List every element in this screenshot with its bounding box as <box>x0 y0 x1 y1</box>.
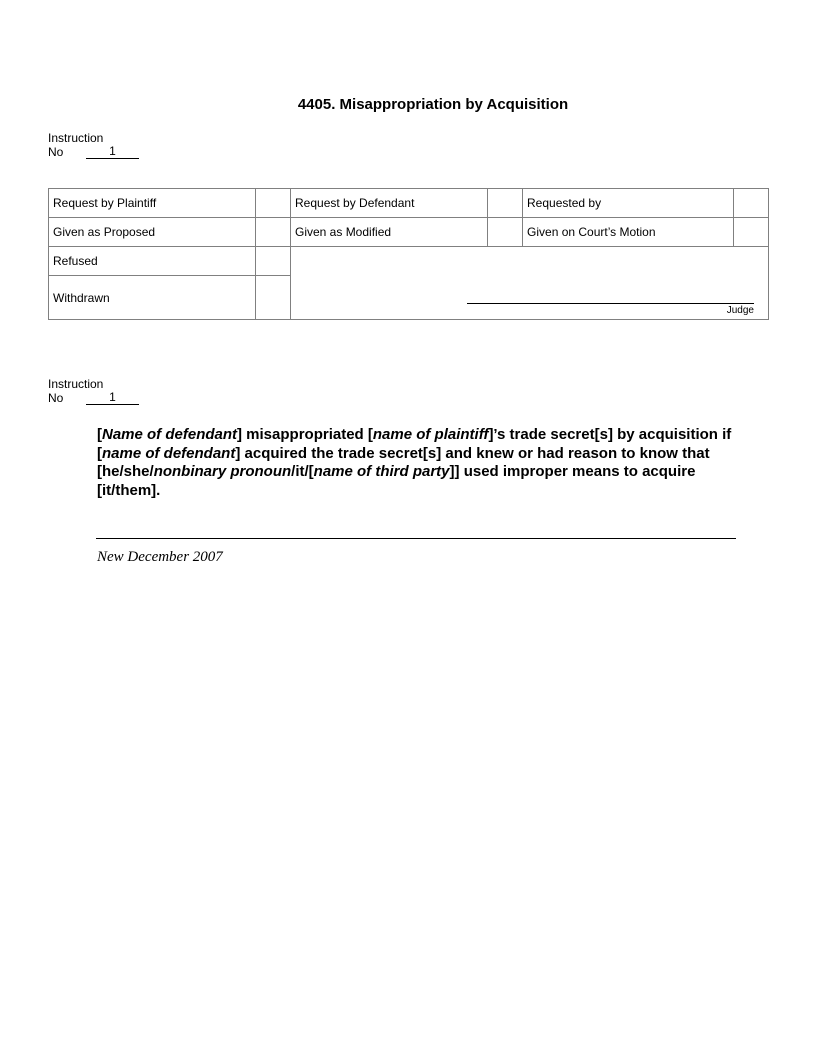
text-segment: ]’s trade secret[s] by acquisition if [ <box>97 426 732 462</box>
refused-label: Refused <box>49 247 256 276</box>
instruction-text <box>97 426 737 500</box>
given-as-modified-box[interactable] <box>488 218 523 247</box>
request-by-plaintiff-label: Request by Plaintiff <box>49 189 256 218</box>
placeholder-nonbinary-pronoun: nonbinary pronoun <box>153 463 292 481</box>
requested-by-label: Requested by <box>523 189 734 218</box>
no-label: No <box>48 391 64 405</box>
request-by-plaintiff-box[interactable] <box>256 189 291 218</box>
instruction-label: Instruction <box>48 131 104 145</box>
withdrawn-box[interactable] <box>256 276 291 320</box>
request-by-defendant-box[interactable] <box>488 189 523 218</box>
history-note: New December 2007 <box>97 549 223 565</box>
given-as-modified-label: Given as Modified <box>291 218 488 247</box>
instruction-number-top <box>48 131 139 159</box>
text-segment: [ <box>97 426 102 443</box>
judge-signature-area <box>291 247 769 320</box>
request-disposition-table <box>48 188 769 320</box>
text-segment: ] acquired the trade secret[s] and knew or had reason to know that [he/she/ <box>97 444 710 481</box>
refused-box[interactable] <box>256 247 291 276</box>
given-on-courts-motion-box[interactable] <box>734 218 769 247</box>
text-segment: ]] used improper means to acquire [it/them]. <box>97 463 696 499</box>
placeholder-name-of-plaintiff: name of plaintiff <box>372 426 489 443</box>
judge-signature-line[interactable] <box>467 303 754 304</box>
request-by-defendant-label: Request by Defendant <box>291 189 488 218</box>
instruction-number-bottom <box>48 377 139 405</box>
no-value: 1 <box>86 145 139 159</box>
placeholder-name-of-third-party: name of third party <box>313 463 450 481</box>
given-as-proposed-box[interactable] <box>256 218 291 247</box>
placeholder-name-of-defendant: name of defendant <box>102 444 236 462</box>
no-value: 1 <box>86 391 139 405</box>
text-segment: ] misappropriated [ <box>237 426 373 443</box>
instruction-label: Instruction <box>48 377 104 391</box>
requested-by-box[interactable] <box>734 189 769 218</box>
placeholder-name-of-defendant: Name of defendant <box>102 426 238 443</box>
text-segment: /it/[ <box>291 463 314 481</box>
no-label: No <box>48 145 64 159</box>
section-divider <box>96 538 736 539</box>
judge-label: Judge <box>726 305 754 316</box>
withdrawn-label: Withdrawn <box>49 276 256 320</box>
given-as-proposed-label: Given as Proposed <box>49 218 256 247</box>
instruction-title: 4405. Misappropriation by Acquisition <box>297 96 569 113</box>
given-on-courts-motion-label: Given on Court’s Motion <box>523 218 734 247</box>
